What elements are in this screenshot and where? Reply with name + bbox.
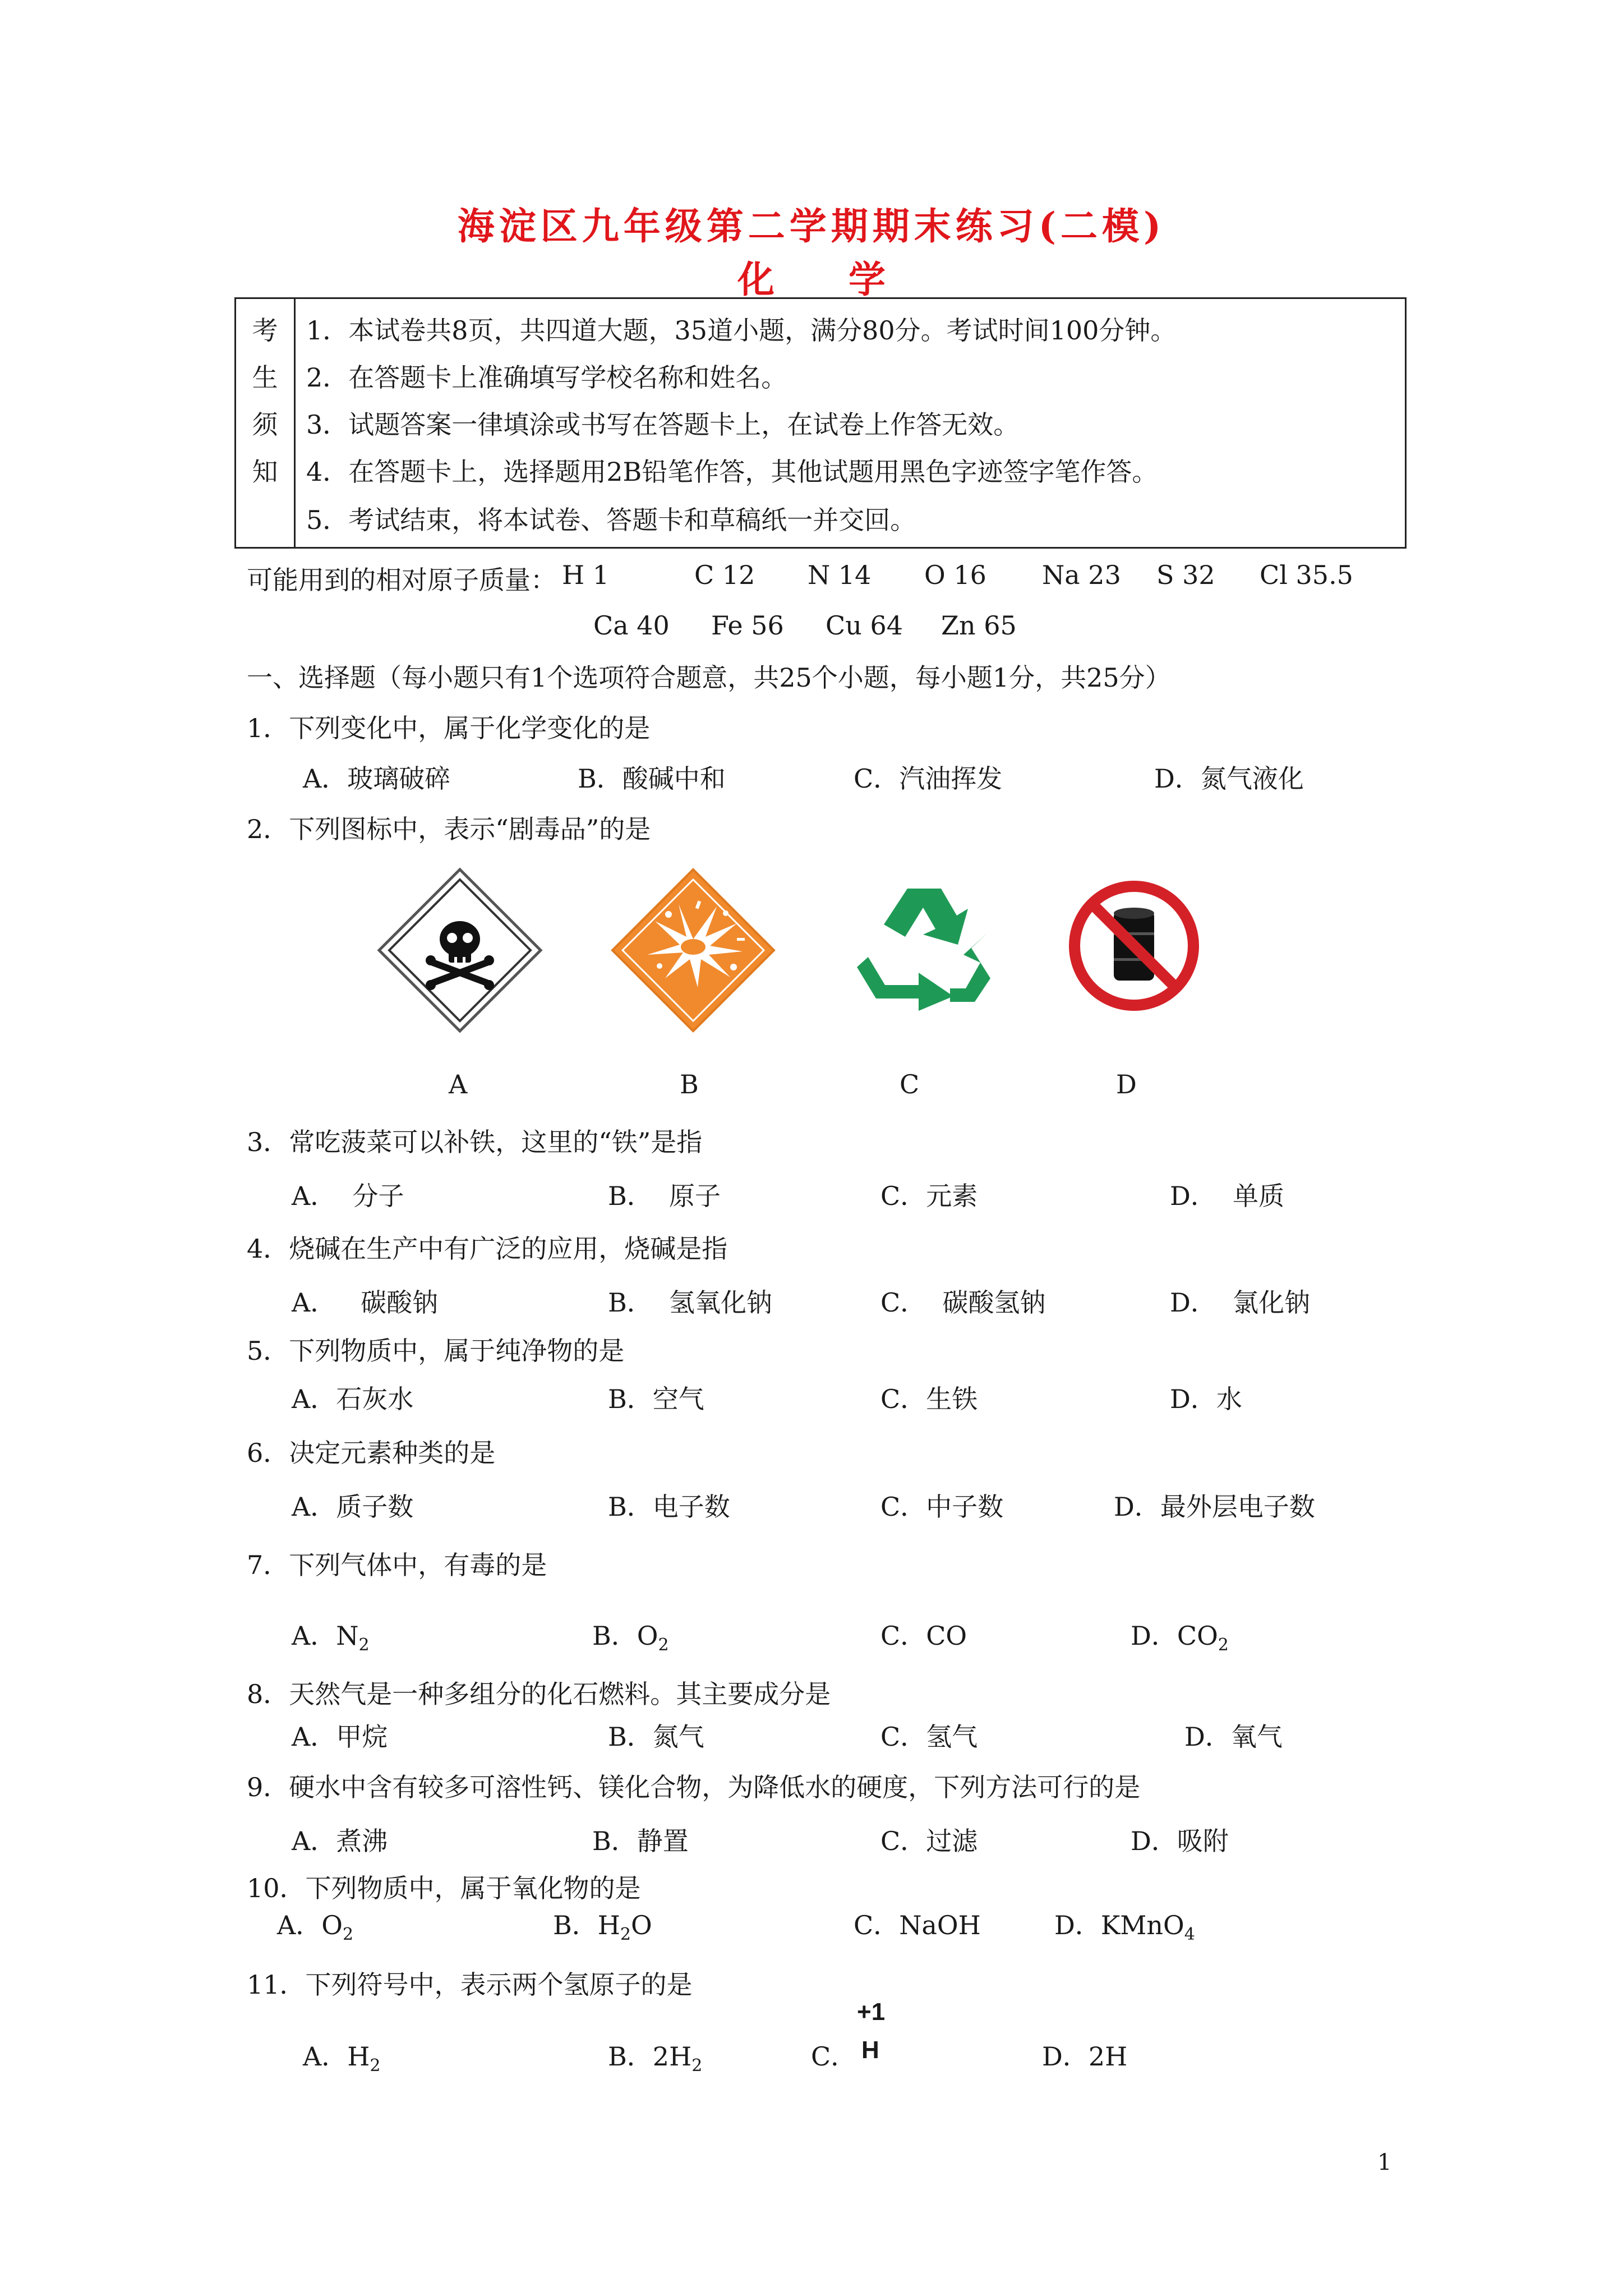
notice-heading-char: 须 — [252, 409, 278, 440]
option-c: C． — [811, 2041, 857, 2072]
atomic-mass: Zn 65 — [941, 610, 1017, 641]
option-a: A．煮沸 — [292, 1826, 388, 1856]
option-a: A．甲烷 — [292, 1722, 388, 1752]
option-b: B．酸碱中和 — [578, 763, 726, 794]
question-stem: 7．下列气体中，有毒的是 — [247, 1550, 547, 1580]
option-b: B．$2H_2$ — [608, 2041, 703, 2076]
icon-label-a: A — [449, 1069, 468, 1099]
option-a: A．质子数 — [292, 1492, 414, 1522]
option-a: A．$H_2$ — [303, 2041, 381, 2076]
question-stem: 8．天然气是一种多组分的化石燃料。其主要成分是 — [247, 1679, 831, 1709]
option-b: B．$O_2$ — [592, 1621, 669, 1655]
exam-title: 海淀区九年级第二学期期末练习(二模) — [457, 204, 1166, 248]
option-b: B．静置 — [592, 1826, 689, 1856]
notice-heading-char: 知 — [252, 457, 278, 487]
option-d: D．2H — [1042, 2041, 1128, 2072]
option-a: A． 分子 — [292, 1181, 404, 1211]
option-c: C．汽油挥发 — [854, 763, 1003, 794]
atomic-mass: Na 23 — [1042, 560, 1121, 590]
option-c: C．氢气 — [880, 1722, 978, 1752]
atomic-mass: C 12 — [694, 560, 755, 590]
subject-title: 化 学 — [737, 257, 886, 301]
valence-mark: +1 — [857, 1998, 886, 2026]
option-a: A．石灰水 — [292, 1384, 414, 1414]
atomic-mass: Cu 64 — [826, 610, 903, 641]
option-b: B． 氢氧化钠 — [608, 1287, 773, 1318]
question-stem: 11．下列符号中，表示两个氢原子的是 — [247, 1970, 693, 2000]
option-d: D．吸附 — [1131, 1826, 1229, 1856]
notice-heading — [236, 299, 296, 547]
option-c: C．过滤 — [880, 1826, 978, 1856]
atomic-mass: H 1 — [562, 560, 610, 590]
option-d: D．最外层电子数 — [1114, 1492, 1315, 1522]
atomic-mass: S 32 — [1156, 560, 1215, 590]
page-number: 1 — [1377, 2150, 1392, 2175]
option-d: D． 单质 — [1170, 1181, 1285, 1211]
option-d: D．氮气液化 — [1154, 763, 1304, 794]
icon-label-c: C — [900, 1069, 920, 1099]
notice-item: 2．在答题卡上准确填写学校名称和姓名。 — [306, 362, 787, 393]
option-c: C．生铁 — [880, 1384, 978, 1414]
option-d: D．$CO_2$ — [1131, 1621, 1229, 1655]
option-c: C．NaOH — [854, 1910, 981, 1940]
option-a: A． 碳酸钠 — [292, 1287, 439, 1318]
atomic-mass: Ca 40 — [593, 610, 670, 641]
question-stem: 9．硬水中含有较多可溶性钙、镁化合物，为降低水的硬度，下列方法可行的是 — [247, 1772, 1141, 1802]
icon-label-b: B — [680, 1069, 699, 1099]
option-a: A．玻璃破碎 — [303, 763, 451, 794]
recycle-icon — [851, 878, 997, 1011]
question-stem: 1．下列变化中，属于化学变化的是 — [247, 713, 651, 743]
option-d: D．KMnO$_4$ — [1054, 1910, 1195, 1945]
question-stem: 5．下列物质中，属于纯净物的是 — [247, 1336, 625, 1366]
notice-item: 1．本试卷共8页，共四道大题，35道小题，满分80分。考试时间100分钟。 — [306, 315, 1177, 346]
option-b: B． 原子 — [608, 1181, 721, 1211]
notice-heading-char: 生 — [252, 362, 278, 393]
option-c: C．CO — [880, 1621, 967, 1651]
notice-item: 3．试题答案一律填涂或书写在答题卡上，在试卷上作答无效。 — [306, 409, 1020, 440]
option-b: B．电子数 — [608, 1492, 730, 1522]
question-stem: 3．常吃菠菜可以补铁，这里的“铁”是指 — [247, 1127, 703, 1157]
option-a: A．$O_2$ — [277, 1910, 354, 1945]
option-b: B．氮气 — [608, 1722, 704, 1752]
atomic-mass: O 16 — [924, 560, 986, 590]
atomic-mass-label: 可能用到的相对原子质量： — [247, 565, 556, 595]
option-a: A．$N_2$ — [292, 1621, 370, 1655]
explosive-icon — [610, 867, 776, 1033]
section-heading: 一、选择题（每小题只有1个选项符合题意，共25个小题，每小题1分，共25分） — [247, 662, 1171, 693]
atomic-mass: Cl 35.5 — [1260, 560, 1353, 590]
option-c: C． 碳酸氢钠 — [880, 1287, 1046, 1318]
question-stem: 10．下列物质中，属于氧化物的是 — [247, 1873, 641, 1903]
option-c: C．元素 — [880, 1181, 978, 1211]
atomic-mass: Fe 56 — [711, 610, 784, 641]
notice-heading-char: 考 — [252, 315, 278, 346]
icon-label-d: D — [1116, 1069, 1137, 1099]
question-stem: 6．决定元素种类的是 — [247, 1438, 496, 1468]
valence-symbol: H — [861, 2036, 879, 2064]
option-d: D．水 — [1170, 1384, 1242, 1414]
question-stem: 4．烧碱在生产中有广泛的应用，烧碱是指 — [247, 1234, 728, 1264]
notice-box — [234, 297, 1407, 549]
option-d: D． 氯化钠 — [1170, 1287, 1311, 1318]
option-b: B．空气 — [608, 1384, 704, 1414]
option-c: C．中子数 — [880, 1492, 1004, 1522]
notice-item: 5．考试结束，将本试卷、答题卡和草稿纸一并交回。 — [306, 505, 916, 535]
option-b: B．$H_2O$ — [553, 1910, 652, 1945]
toxic-skull-icon — [377, 867, 543, 1033]
notice-item: 4．在答题卡上，选择题用2B铅笔作答，其他试题用黑色字迹签字笔作答。 — [306, 457, 1158, 487]
question-stem: 2．下列图标中，表示“剧毒品”的是 — [247, 814, 651, 844]
atomic-mass: N 14 — [808, 560, 872, 590]
option-d: D．氧气 — [1184, 1722, 1283, 1752]
no-oil-drum-icon — [1064, 876, 1204, 1015]
